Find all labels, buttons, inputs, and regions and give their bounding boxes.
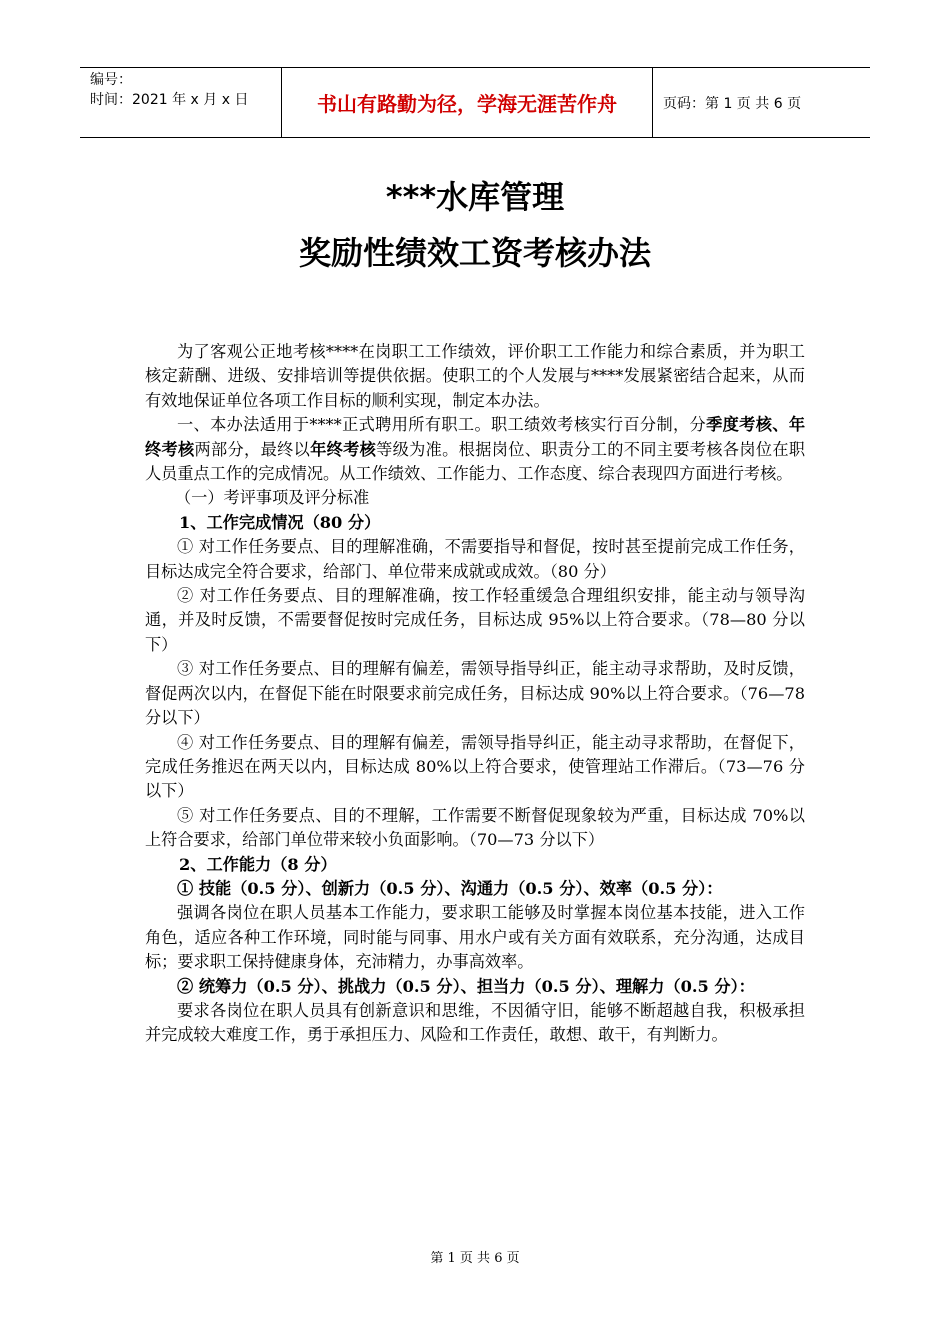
document-title-line1: ***水库管理 [385,178,565,216]
criteria-item-5: ⑤ 对工作任务要点、目的不理解，工作需要不断督促现象较为严重，目标达成 70%以上符合要求，给部门单位带来较小负面影响。（70—73 分以下） [145,805,805,850]
document-title-line2: 奖励性绩效工资考核办法 [298,234,651,272]
ability-text-1: 强调各岗位在职人员基本工作能力，要求职工能够及时掌握本岗位基本技能，进入工作角色，适应各种工作环境，同时能与同事、用水户或有关方面有效联系，充分沟通，达成目标；要求职工保持健康身体，充沛精力，办事高效率。 [145,903,805,972]
subsection-heading-2: 2、工作能力（8 分） [179,854,337,874]
article-one-paragraph [145,413,805,486]
header-page-label: 页码：第 1 页 共 6 页 [663,95,802,112]
criteria-item-3: ③ 对工作任务要点、目的理解有偏差，需领导指导纠正，能主动寻求帮助，及时反馈，督促两次以内，在督促下能在时限要求前完成任务，目标达成 90%以上符合要求。（76—78 分以下） [145,659,805,728]
date-label: 时间：2021 年 x 月 x 日 [90,92,249,108]
header-table [80,67,870,138]
number-label: 编号： [90,72,132,88]
ability-heading-1: ① 技能（0.5 分）、创新力（0.5 分）、沟通力（0.5 分）、效率（0.5 分）： [177,878,723,898]
document-body [145,340,805,1048]
article-one-text-c: 等级为准。根据岗位、职责分工的不同主要考核各岗位在职人员重点工作的完成情况。从工作绩效、工作能力、工作态度、综合表现四方面进行考核。 [145,439,806,484]
intro-paragraph: 为了客观公正地考核****在岗职工工作绩效，评价职工工作能力和综合素质，并为职工核定薪酬、进级、安排培训等提供依据。使职工的个人发展与****发展紧密结合起来，从而有效地保证单位各项工作目标的顺利实现，制定本办法。 [145,342,805,410]
criteria-item-2: ② 对工作任务要点、目的理解准确，按工作轻重缓急合理组织安排，能主动与领导沟通，并及时反馈，不需要督促按时完成任务，目标达成 95%以上符合要求。（78—80 分以下） [145,586,805,654]
subsection-heading-1: 1、工作完成情况（80 分） [179,512,381,532]
header-motto: 书山有路勤为径，学海无涯苦作舟 [281,68,653,137]
criteria-item-4: ④ 对工作任务要点、目的理解有偏差，需领导指导纠正，能主动寻求帮助，在督促下，完成任务推迟在两天以内，目标达成 80%以上符合要求，使管理站工作滞后。（73—76 分以下） [145,732,805,801]
page-footer: 第 1 页 共 6 页 [430,1251,520,1266]
article-one-text-b: 两部分，最终以 [194,439,311,459]
header-left-cell [80,68,281,137]
article-one-text-a: 一、本办法适用于****正式聘用所有职工。职工绩效考核实行百分制，分 [177,415,707,435]
ability-text-2: 要求各岗位在职人员具有创新意识和思维，不因循守旧，能够不断超越自我，积极承担并完成较大难度工作，勇于承担压力、风险和工作责任，敢想、敢干，有判断力。 [145,1000,805,1045]
criteria-item-1: ① 对工作任务要点、目的理解准确，不需要指导和督促，按时甚至提前完成工作任务，目标达成完全符合要求，给部门、单位带来成就或成效。（80 分） [145,537,805,581]
section-heading-1: （一）考评事项及评分标准 [175,488,370,508]
article-one-bold-2: 年终考核 [310,439,377,459]
ability-heading-2: ② 统筹力（0.5 分）、挑战力（0.5 分）、担当力（0.5 分）、理解力（0.5 分）： [177,976,755,996]
article-one-bold-1: 季度考核、年终考核 [145,415,806,459]
